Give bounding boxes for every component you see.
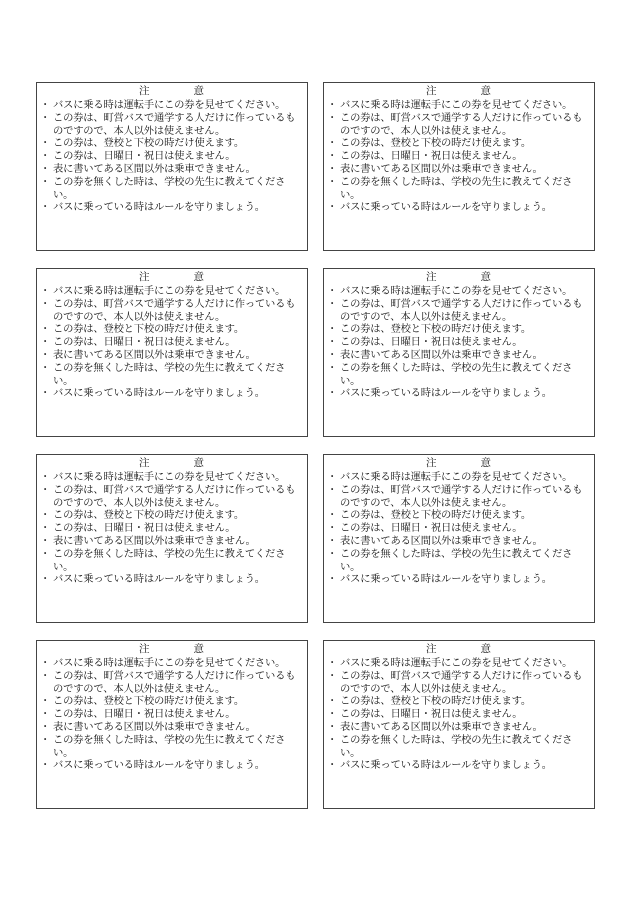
card-title: 注 意 xyxy=(139,643,204,655)
rules-list xyxy=(329,657,588,772)
rule-item: ・ バスに乗っている時はルールを守りましょう。 xyxy=(329,573,588,586)
rule-item: ・ この券は、登校と下校の時だけ使えます。 xyxy=(42,137,301,150)
rule-item: ・ この券は、日曜日・祝日は使えません。 xyxy=(42,522,301,535)
rules-list xyxy=(42,99,301,214)
rule-item: ・ この券は、町営バスで通学する人だけに作っているものですので、本人以外は使えません。 xyxy=(329,484,588,510)
notice-card xyxy=(36,640,308,809)
rule-item: ・ 表に書いてある区間以外は乗車できません。 xyxy=(42,535,301,548)
rule-item: ・ この券を無くした時は、学校の先生に教えてください。 xyxy=(329,548,588,574)
rule-item: ・ 表に書いてある区間以外は乗車できません。 xyxy=(42,349,301,362)
rule-item: ・ この券を無くした時は、学校の先生に教えてください。 xyxy=(42,176,301,202)
rule-item: ・ この券は、日曜日・祝日は使えません。 xyxy=(42,150,301,163)
rule-item: ・ この券は、日曜日・祝日は使えません。 xyxy=(42,336,301,349)
rule-item: ・ この券は、登校と下校の時だけ使えます。 xyxy=(329,323,588,336)
rule-item: ・ バスに乗る時は運転手にこの券を見せてください。 xyxy=(329,99,588,112)
rule-item: ・ バスに乗る時は運転手にこの券を見せてください。 xyxy=(42,99,301,112)
rule-item: ・ バスに乗る時は運転手にこの券を見せてください。 xyxy=(42,285,301,298)
notice-card xyxy=(36,82,308,251)
rule-item: ・ この券は、登校と下校の時だけ使えます。 xyxy=(329,509,588,522)
notice-card xyxy=(323,640,595,809)
rule-item: ・ この券を無くした時は、学校の先生に教えてください。 xyxy=(329,734,588,760)
rule-item: ・ この券は、日曜日・祝日は使えません。 xyxy=(329,336,588,349)
rule-item: ・ この券を無くした時は、学校の先生に教えてください。 xyxy=(42,548,301,574)
rule-item: ・ バスに乗る時は運転手にこの券を見せてください。 xyxy=(42,657,301,670)
rule-item: ・ バスに乗っている時はルールを守りましょう。 xyxy=(42,573,301,586)
card-title: 注 意 xyxy=(139,457,204,469)
rule-item: ・ 表に書いてある区間以外は乗車できません。 xyxy=(329,349,588,362)
rule-item: ・ この券は、日曜日・祝日は使えません。 xyxy=(42,708,301,721)
notice-card xyxy=(36,454,308,623)
card-title: 注 意 xyxy=(426,643,491,655)
rule-item: ・ この券は、登校と下校の時だけ使えます。 xyxy=(42,695,301,708)
rules-list xyxy=(329,471,588,586)
card-title: 注 意 xyxy=(139,85,204,97)
rule-item: ・ この券を無くした時は、学校の先生に教えてください。 xyxy=(329,176,588,202)
rule-item: ・ この券は、登校と下校の時だけ使えます。 xyxy=(329,695,588,708)
notice-card xyxy=(323,454,595,623)
rule-item: ・ この券を無くした時は、学校の先生に教えてください。 xyxy=(329,362,588,388)
rule-item: ・ この券は、町営バスで通学する人だけに作っているものですので、本人以外は使えません。 xyxy=(329,112,588,138)
rule-item: ・ バスに乗っている時はルールを守りましょう。 xyxy=(42,201,301,214)
rules-list xyxy=(42,471,301,586)
card-title: 注 意 xyxy=(426,85,491,97)
rule-item: ・ バスに乗っている時はルールを守りましょう。 xyxy=(329,201,588,214)
card-title: 注 意 xyxy=(139,271,204,283)
rule-item: ・ 表に書いてある区間以外は乗車できません。 xyxy=(42,163,301,176)
rule-item: ・ この券は、日曜日・祝日は使えません。 xyxy=(329,708,588,721)
rule-item: ・ 表に書いてある区間以外は乗車できません。 xyxy=(42,721,301,734)
rule-item: ・ この券は、登校と下校の時だけ使えます。 xyxy=(329,137,588,150)
rule-item: ・ 表に書いてある区間以外は乗車できません。 xyxy=(329,163,588,176)
rule-item: ・ この券を無くした時は、学校の先生に教えてください。 xyxy=(42,362,301,388)
rule-item: ・ この券は、町営バスで通学する人だけに作っているものですので、本人以外は使えません。 xyxy=(42,298,301,324)
card-title: 注 意 xyxy=(426,457,491,469)
rule-item: ・ 表に書いてある区間以外は乗車できません。 xyxy=(329,721,588,734)
notice-card xyxy=(36,268,308,437)
rules-list xyxy=(42,657,301,772)
rule-item: ・ 表に書いてある区間以外は乗車できません。 xyxy=(329,535,588,548)
rules-list xyxy=(42,285,301,400)
rule-item: ・ この券は、日曜日・祝日は使えません。 xyxy=(329,150,588,163)
rule-item: ・ バスに乗っている時はルールを守りましょう。 xyxy=(329,387,588,400)
card-title: 注 意 xyxy=(426,271,491,283)
rule-item: ・ この券は、町営バスで通学する人だけに作っているものですので、本人以外は使えません。 xyxy=(329,298,588,324)
rule-item: ・ バスに乗る時は運転手にこの券を見せてください。 xyxy=(329,657,588,670)
rule-item: ・ この券は、登校と下校の時だけ使えます。 xyxy=(42,323,301,336)
rule-item: ・ バスに乗る時は運転手にこの券を見せてください。 xyxy=(329,471,588,484)
rule-item: ・ この券は、登校と下校の時だけ使えます。 xyxy=(42,509,301,522)
rules-list xyxy=(329,285,588,400)
rule-item: ・ バスに乗る時は運転手にこの券を見せてください。 xyxy=(329,285,588,298)
rule-item: ・ この券を無くした時は、学校の先生に教えてください。 xyxy=(42,734,301,760)
rule-item: ・ この券は、日曜日・祝日は使えません。 xyxy=(329,522,588,535)
rule-item: ・ この券は、町営バスで通学する人だけに作っているものですので、本人以外は使えません。 xyxy=(42,484,301,510)
rule-item: ・ バスに乗っている時はルールを守りましょう。 xyxy=(42,759,301,772)
rules-list xyxy=(329,99,588,214)
rule-item: ・ この券は、町営バスで通学する人だけに作っているものですので、本人以外は使えません。 xyxy=(329,670,588,696)
rule-item: ・ バスに乗っている時はルールを守りましょう。 xyxy=(329,759,588,772)
rule-item: ・ バスに乗る時は運転手にこの券を見せてください。 xyxy=(42,471,301,484)
rule-item: ・ バスに乗っている時はルールを守りましょう。 xyxy=(42,387,301,400)
rule-item: ・ この券は、町営バスで通学する人だけに作っているものですので、本人以外は使えません。 xyxy=(42,112,301,138)
rule-item: ・ この券は、町営バスで通学する人だけに作っているものですので、本人以外は使えません。 xyxy=(42,670,301,696)
notice-card xyxy=(323,82,595,251)
notice-card xyxy=(323,268,595,437)
